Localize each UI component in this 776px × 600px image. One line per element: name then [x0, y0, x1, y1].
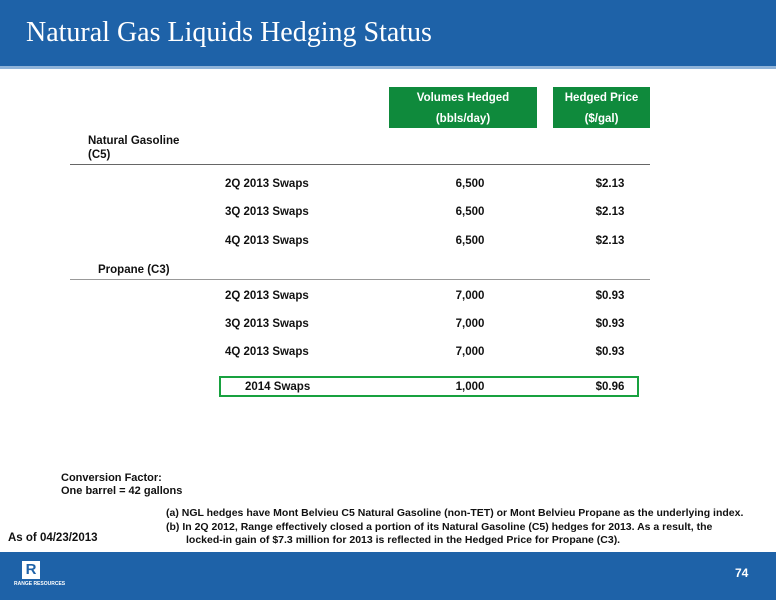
row-price: $2.13: [595, 235, 625, 247]
section-divider: [70, 164, 650, 165]
volumes-hedged-unit: (bbls/day): [389, 109, 537, 128]
volumes-hedged-header: Volumes Hedged: [389, 87, 537, 109]
row-label: 4Q 2013 Swaps: [225, 346, 309, 358]
conversion-factor: [61, 472, 182, 498]
footer-bar: [0, 552, 776, 600]
footnote-b: (b) In 2Q 2012, Range effectively closed a portion of its Natural Gasoline (C5) hedges for 2013. As a result, the: [166, 521, 713, 533]
page-title: Natural Gas Liquids Hedging Status: [26, 17, 432, 48]
company-logo: [14, 561, 74, 591]
conversion-title: Conversion Factor:: [61, 472, 162, 484]
footnote-b-continued: locked-in gain of $7.3 million for 2013 is reflected in the Hedged Price for Propane (C3).: [186, 534, 621, 546]
row-label: 2Q 2013 Swaps: [225, 178, 309, 190]
logo-wordmark: RANGE RESOURCES: [14, 581, 66, 587]
logo-mark: R: [22, 561, 40, 579]
as-of-date: As of 04/23/2013: [8, 532, 98, 544]
row-label: 3Q 2013 Swaps: [225, 206, 309, 218]
row-volume: 7,000: [455, 318, 485, 330]
row-volume: 6,500: [455, 178, 485, 190]
section-label: Propane (C3): [98, 264, 170, 276]
row-volume: 6,500: [455, 235, 485, 247]
row-price: $0.93: [595, 290, 625, 302]
hedged-price-header: Hedged Price: [553, 87, 650, 109]
row-label: 4Q 2013 Swaps: [225, 235, 309, 247]
row-price: $0.93: [595, 318, 625, 330]
section-natural-gasoline: [88, 134, 179, 162]
highlight-row-volume: 1,000: [455, 381, 485, 393]
row-volume: 7,000: [455, 290, 485, 302]
title-bar-underline: [0, 66, 776, 69]
row-volume: 6,500: [455, 206, 485, 218]
hedged-price-unit: ($/gal): [553, 109, 650, 128]
section-propane: [98, 263, 170, 277]
row-price: $2.13: [595, 206, 625, 218]
section-divider: [70, 279, 650, 280]
page-number: 74: [735, 566, 749, 580]
row-price: $2.13: [595, 178, 625, 190]
section-label-sub: (C5): [88, 149, 111, 161]
row-volume: 7,000: [455, 346, 485, 358]
row-label: 3Q 2013 Swaps: [225, 318, 309, 330]
footnote-a: (a) NGL hedges have Mont Belvieu C5 Natural Gasoline (non-TET) or Mont Belvieu Propane as the underlying index.: [166, 507, 744, 519]
row-label: 2Q 2013 Swaps: [225, 290, 309, 302]
highlight-row-label: 2014 Swaps: [245, 381, 311, 393]
section-label: Natural Gasoline: [88, 135, 180, 147]
row-price: $0.93: [595, 346, 625, 358]
highlight-row-price: $0.96: [595, 381, 625, 393]
conversion-value: One barrel = 42 gallons: [61, 485, 183, 497]
